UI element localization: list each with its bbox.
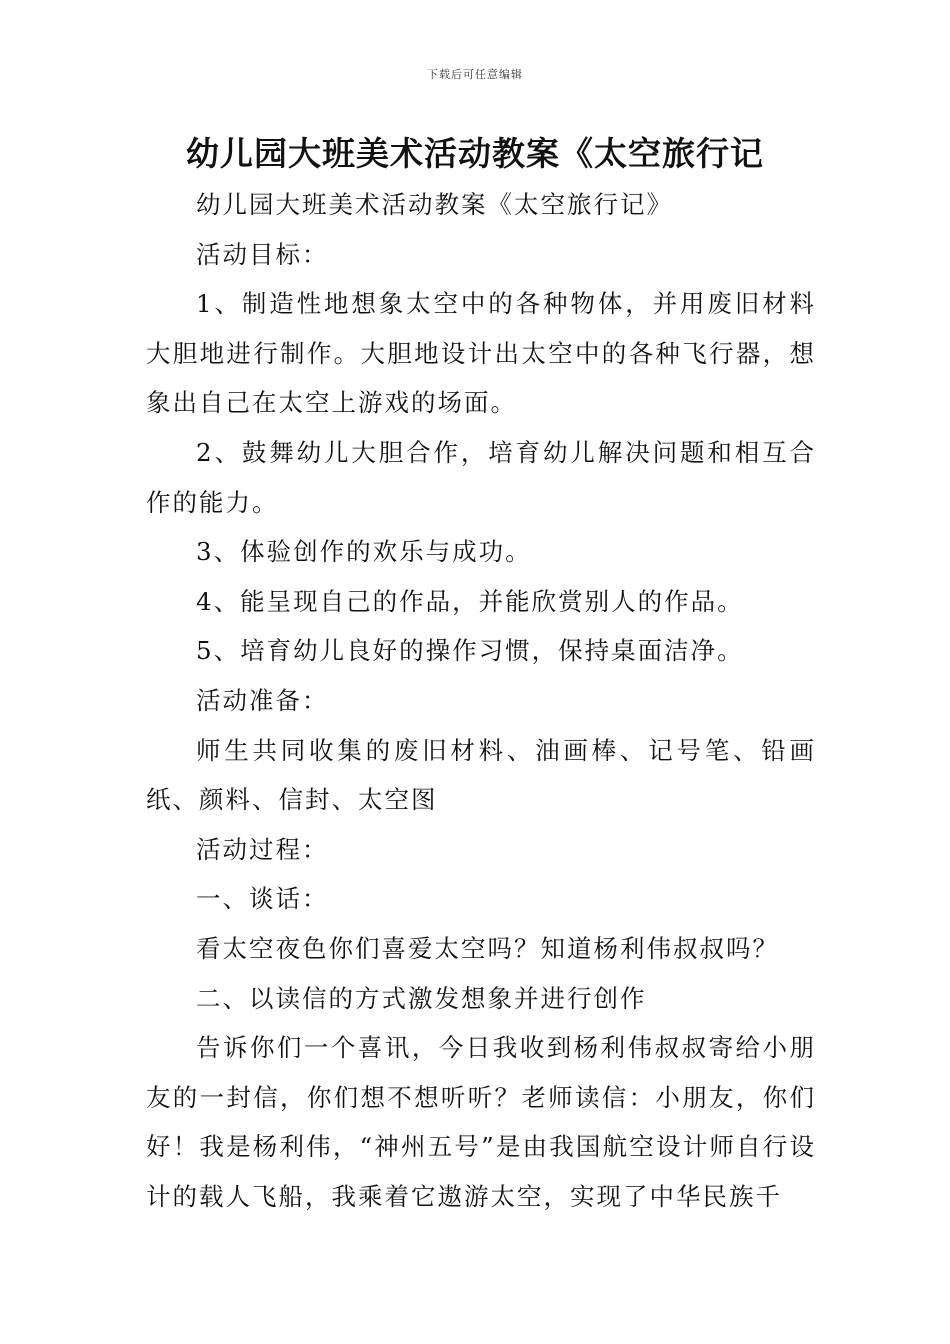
paragraph-prep-materials: 师生共同收集的废旧材料、油画棒、记号笔、铅画纸、颜料、信封、太空图 <box>146 735 816 815</box>
document-body <box>146 180 816 1221</box>
paragraph-step-1-heading: 一、谈话： <box>196 884 329 914</box>
paragraph-goal-5: 5、培育幼儿良好的操作习惯，保持桌面洁净。 <box>196 636 744 666</box>
paragraph-goal-4: 4、能呈现自己的作品，并能欣赏别人的作品。 <box>196 586 744 616</box>
paragraph-prep-heading: 活动准备： <box>196 685 329 715</box>
header-note: 下载后可任意编辑 <box>427 68 523 81</box>
paragraph-step-2-text: 告诉你们一个喜讯，今日我收到杨利伟叔叔寄给小朋友的一封信，你们想不想听听？老师读信：小朋友，你们好！我是杨利伟，“神州五号”是由我国航空设计师自行设计的载人飞船，我乘着它遨游太空，实现了中华民族千 <box>146 1033 816 1211</box>
paragraph-goal-2: 2、鼓舞幼儿大胆合作，培育幼儿解决问题和相互合作的能力。 <box>146 437 816 517</box>
paragraph-step-1-text: 看太空夜色你们喜爱太空吗？知道杨利伟叔叔吗？ <box>196 933 779 963</box>
paragraph-step-2-heading: 二、以读信的方式激发想象并进行创作 <box>196 983 647 1013</box>
document-title: 幼儿园大班美术活动教案《太空旅行记 <box>186 134 764 173</box>
paragraph-goal-1: 1、制造性地想象太空中的各种物体，并用废旧材料大胆地进行制作。大胆地设计出太空中的各种飞行器，想象出自己在太空上游戏的场面。 <box>146 289 816 418</box>
paragraph-goals-heading: 活动目标： <box>196 239 329 269</box>
paragraph-subtitle: 幼儿园大班美术活动教案《太空旅行记》 <box>196 190 673 219</box>
paragraph-process-heading: 活动过程： <box>196 834 329 864</box>
paragraph-goal-3: 3、体验创作的欢乐与成功。 <box>196 537 532 567</box>
